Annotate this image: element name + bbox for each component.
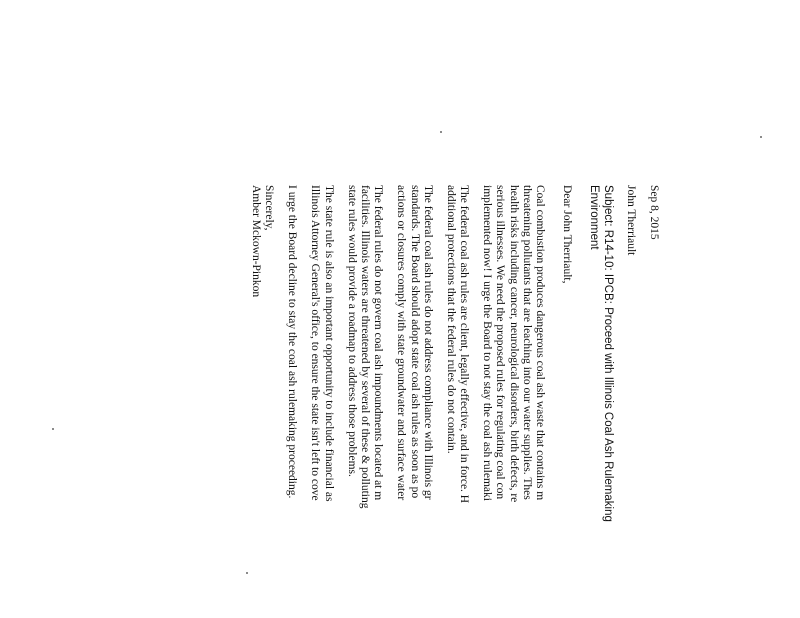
scan-speck <box>52 428 54 430</box>
paragraph-1-line: health risks including cancer, neurological disorders, birth defects, re <box>507 185 520 503</box>
letter-subject-line-1: Subject: R14-10: IPCB: Proceed with Illinois Coal Ash Rulemaking <box>601 185 614 522</box>
scan-speck <box>440 131 442 133</box>
letter-closing: Sincerely, <box>263 185 276 231</box>
paragraph-4-line: facilities. Illinois waters are threatened by several of these & polluting <box>359 185 371 509</box>
paragraph-1 <box>480 185 546 618</box>
paragraph-2-line: additional protections that the federal rules do not contain. <box>444 185 457 454</box>
paragraph-4-line: The federal rules do not govern coal ash impoundments located at m <box>372 185 385 501</box>
paragraph-5-line: Illinois Attorney General's office, to ensure the state isn't left to cove <box>309 185 322 501</box>
paragraph-1-line: threatening pollutants that are leaching into our water supplies. Thes <box>520 185 533 500</box>
letter-salutation: Dear John Therriault, <box>561 185 574 284</box>
paragraph-3-line: The federal coal ash rules do not address compliance with Illinois gr <box>421 185 434 500</box>
paragraph-2-line: The federal coal ash rules are client, legally effective, and in force. H <box>458 185 471 504</box>
paragraph-5 <box>308 185 334 618</box>
paragraph-6: I urge the Board decline to stay the coal ash rulemaking proceeding. <box>286 185 299 499</box>
paragraph-3-line: actions or closures comply with state groundwater and surface water <box>395 185 408 501</box>
paragraph-1-line: serious illnesses. We need the proposed rules for regulating coal con <box>494 185 507 500</box>
paragraph-1-line: Coal combustion produces dangerous coal ash waste that contains m <box>534 185 547 501</box>
paragraph-3-line: standards. The Board should adopt state coal ash rules as soon as po <box>408 185 421 499</box>
paragraph-3 <box>394 185 434 618</box>
paragraph-4 <box>345 185 385 618</box>
paragraph-5-line: The state rule is also an important opportunity to include financial as <box>322 185 335 502</box>
paragraph-1-line: implemented now! I urge the Board to not stay the coal ash rulemaki <box>481 185 494 501</box>
letter-subject-line-2: Environment <box>588 185 601 250</box>
rotated-letter <box>249 185 660 618</box>
letter-signature: Amber Mckown-Pinkon <box>249 185 262 298</box>
scan-speck <box>246 572 248 574</box>
paragraph-2 <box>444 185 470 618</box>
paragraph-4-line: state rules would provide a roadmap to address those problems. <box>345 185 358 477</box>
scan-speck <box>760 136 762 138</box>
letter-recipient: John Therriault <box>624 185 637 256</box>
letter-date: Sep 8, 2015 <box>648 185 660 240</box>
